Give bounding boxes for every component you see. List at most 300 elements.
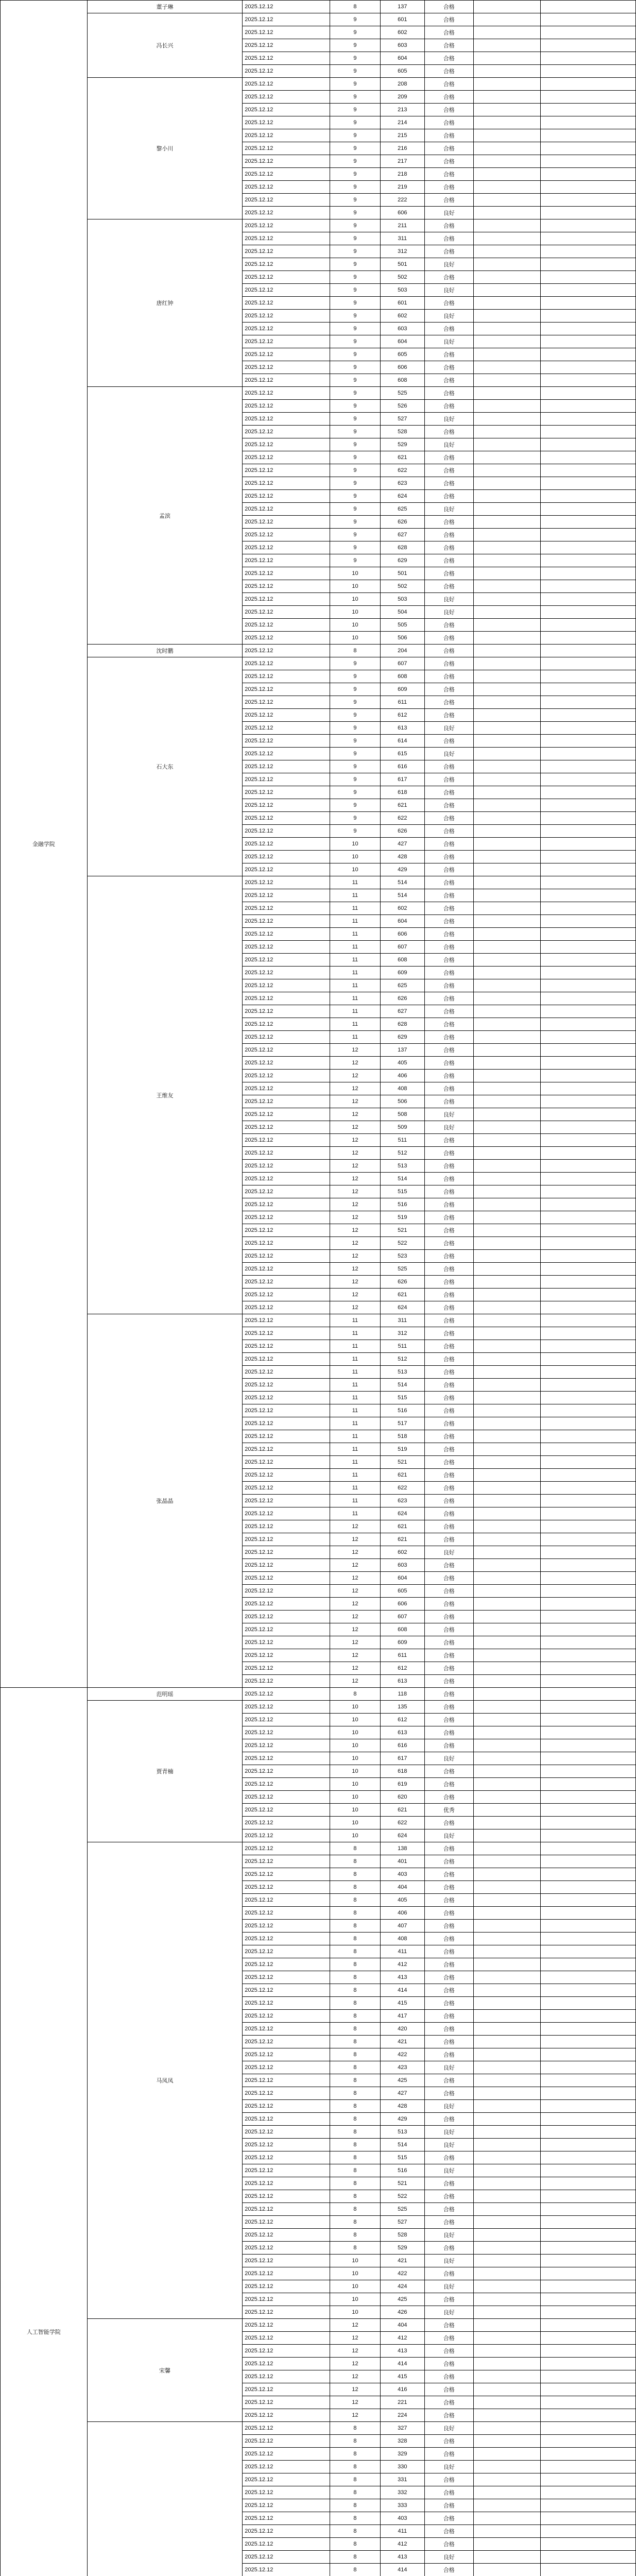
period-cell: 12 [330, 1572, 380, 1585]
empty-cell [473, 1933, 540, 1945]
period-cell: 9 [330, 26, 380, 39]
empty-cell [473, 78, 540, 91]
date-cell: 2025.12.12 [243, 2229, 330, 2242]
empty-cell [473, 992, 540, 1005]
date-cell: 2025.12.12 [243, 1997, 330, 2010]
room-cell: 421 [380, 2255, 424, 2267]
room-cell: 405 [380, 1894, 424, 1907]
period-cell: 9 [330, 812, 380, 825]
result-cell: 良好 [425, 606, 474, 619]
empty-cell [473, 2345, 540, 2358]
result-cell: 合格 [425, 2409, 474, 2422]
room-cell: 625 [380, 979, 424, 992]
empty-cell [540, 1173, 635, 1185]
table-row [1, 387, 636, 400]
period-cell: 9 [330, 361, 380, 374]
empty-cell [540, 1469, 635, 1482]
room-cell: 617 [380, 1752, 424, 1765]
empty-cell [473, 323, 540, 335]
empty-cell [473, 1739, 540, 1752]
period-cell: 9 [330, 104, 380, 116]
period-cell: 10 [330, 2293, 380, 2306]
room-cell: 616 [380, 1739, 424, 1752]
period-cell: 12 [330, 1198, 380, 1211]
date-cell: 2025.12.12 [243, 1211, 330, 1224]
empty-cell [473, 722, 540, 735]
result-cell: 合格 [425, 26, 474, 39]
empty-cell [473, 606, 540, 619]
period-cell: 9 [330, 13, 380, 26]
result-cell: 合格 [425, 1791, 474, 1804]
result-cell: 合格 [425, 323, 474, 335]
empty-cell [473, 2396, 540, 2409]
result-cell: 合格 [425, 1289, 474, 1301]
empty-cell [473, 2255, 540, 2267]
date-cell: 2025.12.12 [243, 748, 330, 760]
result-cell: 合格 [425, 426, 474, 438]
empty-cell [473, 297, 540, 310]
date-cell: 2025.12.12 [243, 91, 330, 104]
empty-cell [473, 1018, 540, 1031]
period-cell: 9 [330, 65, 380, 78]
date-cell: 2025.12.12 [243, 219, 330, 232]
period-cell: 12 [330, 2332, 380, 2345]
period-cell: 10 [330, 1829, 380, 1842]
date-cell: 2025.12.12 [243, 941, 330, 954]
empty-cell [473, 181, 540, 194]
result-cell: 合格 [425, 2564, 474, 2576]
date-cell: 2025.12.12 [243, 374, 330, 387]
date-cell: 2025.12.12 [243, 2177, 330, 2190]
room-cell: 622 [380, 1817, 424, 1829]
room-cell: 216 [380, 142, 424, 155]
date-cell: 2025.12.12 [243, 838, 330, 851]
date-cell: 2025.12.12 [243, 1868, 330, 1881]
date-cell: 2025.12.12 [243, 593, 330, 606]
empty-cell [473, 1611, 540, 1623]
empty-cell [540, 1842, 635, 1855]
period-cell: 8 [330, 2216, 380, 2229]
date-cell: 2025.12.12 [243, 2190, 330, 2203]
result-cell: 合格 [425, 78, 474, 91]
period-cell: 9 [330, 657, 380, 670]
result-cell: 良好 [425, 2229, 474, 2242]
empty-cell [540, 2461, 635, 2473]
date-cell: 2025.12.12 [243, 696, 330, 709]
period-cell: 12 [330, 1546, 380, 1559]
room-cell: 428 [380, 851, 424, 863]
empty-cell [540, 2100, 635, 2113]
empty-cell [540, 1598, 635, 1611]
empty-cell [540, 760, 635, 773]
empty-cell [540, 1649, 635, 1662]
period-cell: 8 [330, 2564, 380, 2576]
room-cell: 628 [380, 1018, 424, 1031]
empty-cell [473, 1443, 540, 1456]
result-cell: 合格 [425, 580, 474, 593]
date-cell: 2025.12.12 [243, 1, 330, 13]
empty-cell [473, 1958, 540, 1971]
date-cell: 2025.12.12 [243, 52, 330, 65]
room-cell: 219 [380, 181, 424, 194]
room-cell: 605 [380, 348, 424, 361]
period-cell: 10 [330, 2255, 380, 2267]
date-cell: 2025.12.12 [243, 2139, 330, 2151]
period-cell: 12 [330, 1662, 380, 1675]
room-cell: 621 [380, 799, 424, 812]
empty-cell [540, 1907, 635, 1920]
date-cell: 2025.12.12 [243, 1276, 330, 1289]
result-cell: 合格 [425, 2538, 474, 2551]
date-cell: 2025.12.12 [243, 1714, 330, 1726]
room-cell: 215 [380, 129, 424, 142]
room-cell: 217 [380, 155, 424, 168]
date-cell: 2025.12.12 [243, 26, 330, 39]
date-cell: 2025.12.12 [243, 799, 330, 812]
room-cell: 416 [380, 2383, 424, 2396]
empty-cell [540, 2229, 635, 2242]
period-cell: 8 [330, 2190, 380, 2203]
result-cell: 合格 [425, 1868, 474, 1881]
room-cell: 331 [380, 2473, 424, 2486]
empty-cell [540, 1507, 635, 1520]
empty-cell [540, 979, 635, 992]
room-cell: 521 [380, 2177, 424, 2190]
empty-cell [473, 116, 540, 129]
room-cell: 622 [380, 1482, 424, 1495]
empty-cell [540, 1147, 635, 1160]
room-cell: 612 [380, 1662, 424, 1675]
empty-cell [540, 503, 635, 516]
empty-cell [540, 812, 635, 825]
period-cell: 8 [330, 2448, 380, 2461]
empty-cell [540, 786, 635, 799]
empty-cell [540, 645, 635, 657]
period-cell: 11 [330, 1507, 380, 1520]
room-cell: 606 [380, 207, 424, 219]
date-cell: 2025.12.12 [243, 1327, 330, 1340]
date-cell: 2025.12.12 [243, 1314, 330, 1327]
date-cell: 2025.12.12 [243, 1855, 330, 1868]
empty-cell [540, 1070, 635, 1082]
result-cell: 合格 [425, 361, 474, 374]
result-cell: 合格 [425, 1778, 474, 1791]
period-cell: 10 [330, 851, 380, 863]
empty-cell [540, 232, 635, 245]
period-cell: 8 [330, 2525, 380, 2538]
result-cell: 合格 [425, 2370, 474, 2383]
period-cell: 12 [330, 2383, 380, 2396]
empty-cell [473, 2486, 540, 2499]
result-cell: 合格 [425, 632, 474, 645]
room-cell: 424 [380, 2280, 424, 2293]
room-cell: 604 [380, 52, 424, 65]
period-cell: 11 [330, 954, 380, 967]
result-cell: 合格 [425, 1134, 474, 1147]
result-cell: 合格 [425, 1301, 474, 1314]
period-cell: 10 [330, 1765, 380, 1778]
room-cell: 509 [380, 1121, 424, 1134]
room-cell: 425 [380, 2293, 424, 2306]
empty-cell [473, 245, 540, 258]
empty-cell [473, 1585, 540, 1598]
room-cell: 606 [380, 1598, 424, 1611]
result-cell: 合格 [425, 1920, 474, 1933]
empty-cell [540, 580, 635, 593]
empty-cell [473, 1301, 540, 1314]
empty-cell [540, 657, 635, 670]
empty-cell [540, 606, 635, 619]
date-cell: 2025.12.12 [243, 1688, 330, 1701]
result-cell: 合格 [425, 116, 474, 129]
empty-cell [473, 207, 540, 219]
date-cell: 2025.12.12 [243, 2023, 330, 2036]
empty-cell [473, 1804, 540, 1817]
room-cell: 404 [380, 2319, 424, 2332]
empty-cell [540, 1353, 635, 1366]
result-cell: 合格 [425, 2010, 474, 2023]
date-cell: 2025.12.12 [243, 619, 330, 632]
date-cell: 2025.12.12 [243, 2087, 330, 2100]
empty-cell [473, 1984, 540, 1997]
room-cell: 408 [380, 1933, 424, 1945]
period-cell: 8 [330, 645, 380, 657]
room-cell: 413 [380, 2345, 424, 2358]
date-cell: 2025.12.12 [243, 1456, 330, 1469]
period-cell: 9 [330, 39, 380, 52]
date-cell: 2025.12.12 [243, 451, 330, 464]
empty-cell [473, 773, 540, 786]
room-cell: 213 [380, 104, 424, 116]
date-cell: 2025.12.12 [243, 2345, 330, 2358]
date-cell: 2025.12.12 [243, 1198, 330, 1211]
room-cell: 516 [380, 2164, 424, 2177]
empty-cell [473, 2267, 540, 2280]
room-cell: 622 [380, 812, 424, 825]
period-cell: 8 [330, 2473, 380, 2486]
result-cell: 合格 [425, 91, 474, 104]
room-cell: 411 [380, 2525, 424, 2538]
result-cell: 合格 [425, 2473, 474, 2486]
date-cell: 2025.12.12 [243, 1726, 330, 1739]
empty-cell [540, 1933, 635, 1945]
date-cell: 2025.12.12 [243, 464, 330, 477]
room-cell: 608 [380, 670, 424, 683]
result-cell: 合格 [425, 889, 474, 902]
empty-cell [473, 541, 540, 554]
room-cell: 626 [380, 516, 424, 529]
room-cell: 422 [380, 2048, 424, 2061]
empty-cell [473, 1160, 540, 1173]
period-cell: 9 [330, 670, 380, 683]
empty-cell [540, 2358, 635, 2370]
room-cell: 529 [380, 2242, 424, 2255]
result-cell: 合格 [425, 232, 474, 245]
room-cell: 214 [380, 116, 424, 129]
date-cell: 2025.12.12 [243, 863, 330, 876]
empty-cell [473, 876, 540, 889]
date-cell: 2025.12.12 [243, 2319, 330, 2332]
room-cell: 613 [380, 722, 424, 735]
empty-cell [540, 1817, 635, 1829]
empty-cell [473, 1211, 540, 1224]
empty-cell [473, 2100, 540, 2113]
date-cell: 2025.12.12 [243, 2293, 330, 2306]
room-cell: 421 [380, 2036, 424, 2048]
empty-cell [473, 1430, 540, 1443]
empty-cell [473, 2564, 540, 2576]
room-cell: 512 [380, 1353, 424, 1366]
empty-cell [540, 464, 635, 477]
result-cell: 合格 [425, 1907, 474, 1920]
result-cell: 合格 [425, 1701, 474, 1714]
result-cell: 合格 [425, 1263, 474, 1276]
result-cell: 合格 [425, 2267, 474, 2280]
period-cell: 8 [330, 2512, 380, 2525]
room-cell: 422 [380, 2267, 424, 2280]
room-cell: 602 [380, 1546, 424, 1559]
date-cell: 2025.12.12 [243, 2358, 330, 2370]
result-cell: 合格 [425, 1276, 474, 1289]
date-cell: 2025.12.12 [243, 1031, 330, 1044]
date-cell: 2025.12.12 [243, 1894, 330, 1907]
empty-cell [473, 1263, 540, 1276]
empty-cell [473, 2370, 540, 2383]
empty-cell [540, 194, 635, 207]
result-cell: 合格 [425, 1211, 474, 1224]
empty-cell [473, 142, 540, 155]
empty-cell [473, 155, 540, 168]
empty-cell [473, 1353, 540, 1366]
period-cell: 9 [330, 400, 380, 413]
result-cell: 合格 [425, 1198, 474, 1211]
period-cell: 12 [330, 1276, 380, 1289]
result-cell: 合格 [425, 1881, 474, 1894]
room-cell: 519 [380, 1211, 424, 1224]
room-cell: 413 [380, 1971, 424, 1984]
room-cell: 603 [380, 39, 424, 52]
period-cell: 12 [330, 1160, 380, 1173]
result-cell: 合格 [425, 541, 474, 554]
period-cell: 9 [330, 709, 380, 722]
result-cell: 合格 [425, 1855, 474, 1868]
empty-cell [473, 2319, 540, 2332]
room-cell: 506 [380, 632, 424, 645]
room-cell: 601 [380, 13, 424, 26]
empty-cell [473, 490, 540, 503]
period-cell: 12 [330, 1185, 380, 1198]
period-cell: 9 [330, 490, 380, 503]
room-cell: 401 [380, 1855, 424, 1868]
empty-cell [540, 323, 635, 335]
room-cell: 609 [380, 967, 424, 979]
empty-cell [540, 773, 635, 786]
empty-cell [473, 2473, 540, 2486]
period-cell: 12 [330, 2370, 380, 2383]
empty-cell [473, 2448, 540, 2461]
empty-cell [540, 541, 635, 554]
date-cell: 2025.12.12 [243, 1301, 330, 1314]
empty-cell [540, 1289, 635, 1301]
empty-cell [540, 490, 635, 503]
date-cell: 2025.12.12 [243, 2525, 330, 2538]
room-cell: 628 [380, 541, 424, 554]
result-cell: 合格 [425, 1817, 474, 1829]
result-cell: 良好 [425, 748, 474, 760]
date-cell: 2025.12.12 [243, 1443, 330, 1456]
period-cell: 12 [330, 1559, 380, 1572]
period-cell: 12 [330, 1082, 380, 1095]
period-cell: 8 [330, 2242, 380, 2255]
result-cell: 合格 [425, 1160, 474, 1173]
period-cell: 12 [330, 1211, 380, 1224]
date-cell: 2025.12.12 [243, 1340, 330, 1353]
empty-cell [540, 735, 635, 748]
period-cell: 12 [330, 1044, 380, 1057]
empty-cell [540, 2177, 635, 2190]
period-cell: 12 [330, 1121, 380, 1134]
empty-cell [540, 2370, 635, 2383]
date-cell: 2025.12.12 [243, 1958, 330, 1971]
date-cell: 2025.12.12 [243, 387, 330, 400]
room-cell: 329 [380, 2448, 424, 2461]
empty-cell [473, 645, 540, 657]
empty-cell [473, 1044, 540, 1057]
empty-cell [473, 310, 540, 323]
room-cell: 627 [380, 529, 424, 541]
date-cell: 2025.12.12 [243, 2036, 330, 2048]
empty-cell [540, 1611, 635, 1623]
result-cell: 合格 [425, 516, 474, 529]
date-cell: 2025.12.12 [243, 2151, 330, 2164]
result-cell: 合格 [425, 657, 474, 670]
empty-cell [540, 2036, 635, 2048]
period-cell: 11 [330, 902, 380, 915]
result-cell: 合格 [425, 1598, 474, 1611]
teacher-cell: 范明瑶 [87, 1688, 243, 1701]
period-cell: 9 [330, 426, 380, 438]
empty-cell [473, 2229, 540, 2242]
empty-cell [473, 2435, 540, 2448]
date-cell: 2025.12.12 [243, 709, 330, 722]
period-cell: 10 [330, 1726, 380, 1739]
result-cell: 良好 [425, 2126, 474, 2139]
empty-cell [473, 516, 540, 529]
empty-cell [540, 1185, 635, 1198]
empty-cell [540, 2255, 635, 2267]
empty-cell [473, 1559, 540, 1572]
room-cell: 330 [380, 2461, 424, 2473]
period-cell: 9 [330, 464, 380, 477]
empty-cell [473, 683, 540, 696]
room-cell: 525 [380, 387, 424, 400]
result-cell: 良好 [425, 2461, 474, 2473]
period-cell: 11 [330, 1443, 380, 1456]
result-cell: 合格 [425, 400, 474, 413]
room-cell: 504 [380, 606, 424, 619]
result-cell: 合格 [425, 2358, 474, 2370]
period-cell: 9 [330, 142, 380, 155]
empty-cell [473, 2036, 540, 2048]
date-cell: 2025.12.12 [243, 2242, 330, 2255]
empty-cell [540, 2435, 635, 2448]
result-cell: 合格 [425, 2023, 474, 2036]
room-cell: 612 [380, 709, 424, 722]
date-cell: 2025.12.12 [243, 1559, 330, 1572]
empty-cell [473, 1520, 540, 1533]
date-cell: 2025.12.12 [243, 1546, 330, 1559]
room-cell: 609 [380, 1636, 424, 1649]
